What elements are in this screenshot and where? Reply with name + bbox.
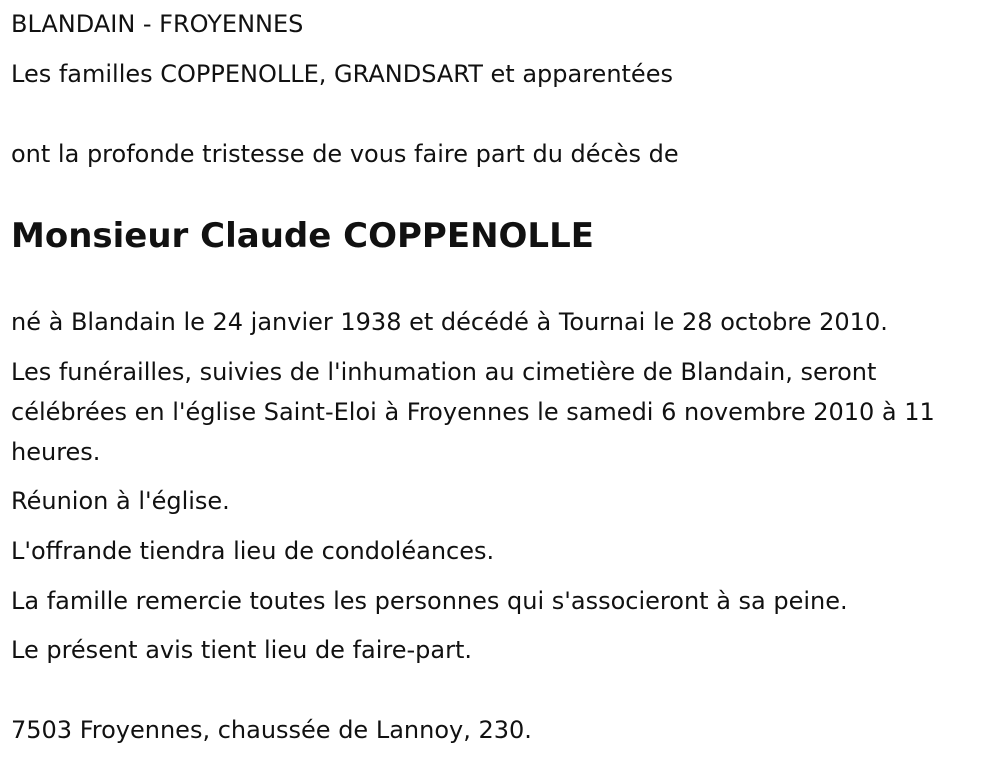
families-line: Les familles COPPENOLLE, GRANDSART et apparentées — [11, 60, 673, 88]
address-line: 7503 Froyennes, chaussée de Lannoy, 230. — [11, 716, 532, 744]
meeting-line: Réunion à l'église. — [11, 487, 230, 515]
announcement-line: ont la profonde tristesse de vous faire part du décès de — [11, 140, 679, 168]
notice-note-line: Le présent avis tient lieu de faire-part. — [11, 636, 473, 664]
birth-death-line: né à Blandain le 24 janvier 1938 et décédé à Tournai le 28 octobre 2010. — [11, 308, 888, 336]
thanks-line: La famille remercie toutes les personnes qui s'associeront à sa peine. — [11, 587, 848, 615]
deceased-name: Monsieur Claude COPPENOLLE — [11, 216, 594, 256]
offering-line: L'offrande tiendra lieu de condoléances. — [11, 537, 495, 565]
location-header: BLANDAIN - FROYENNES — [11, 10, 304, 38]
funeral-paragraph: Les funérailles, suivies de l'inhumation au cimetière de Blandain, seront célébrées en l'église Saint-Eloi à Froyennes le samedi 6 novembre 2010 à 11 heures. — [11, 358, 935, 466]
